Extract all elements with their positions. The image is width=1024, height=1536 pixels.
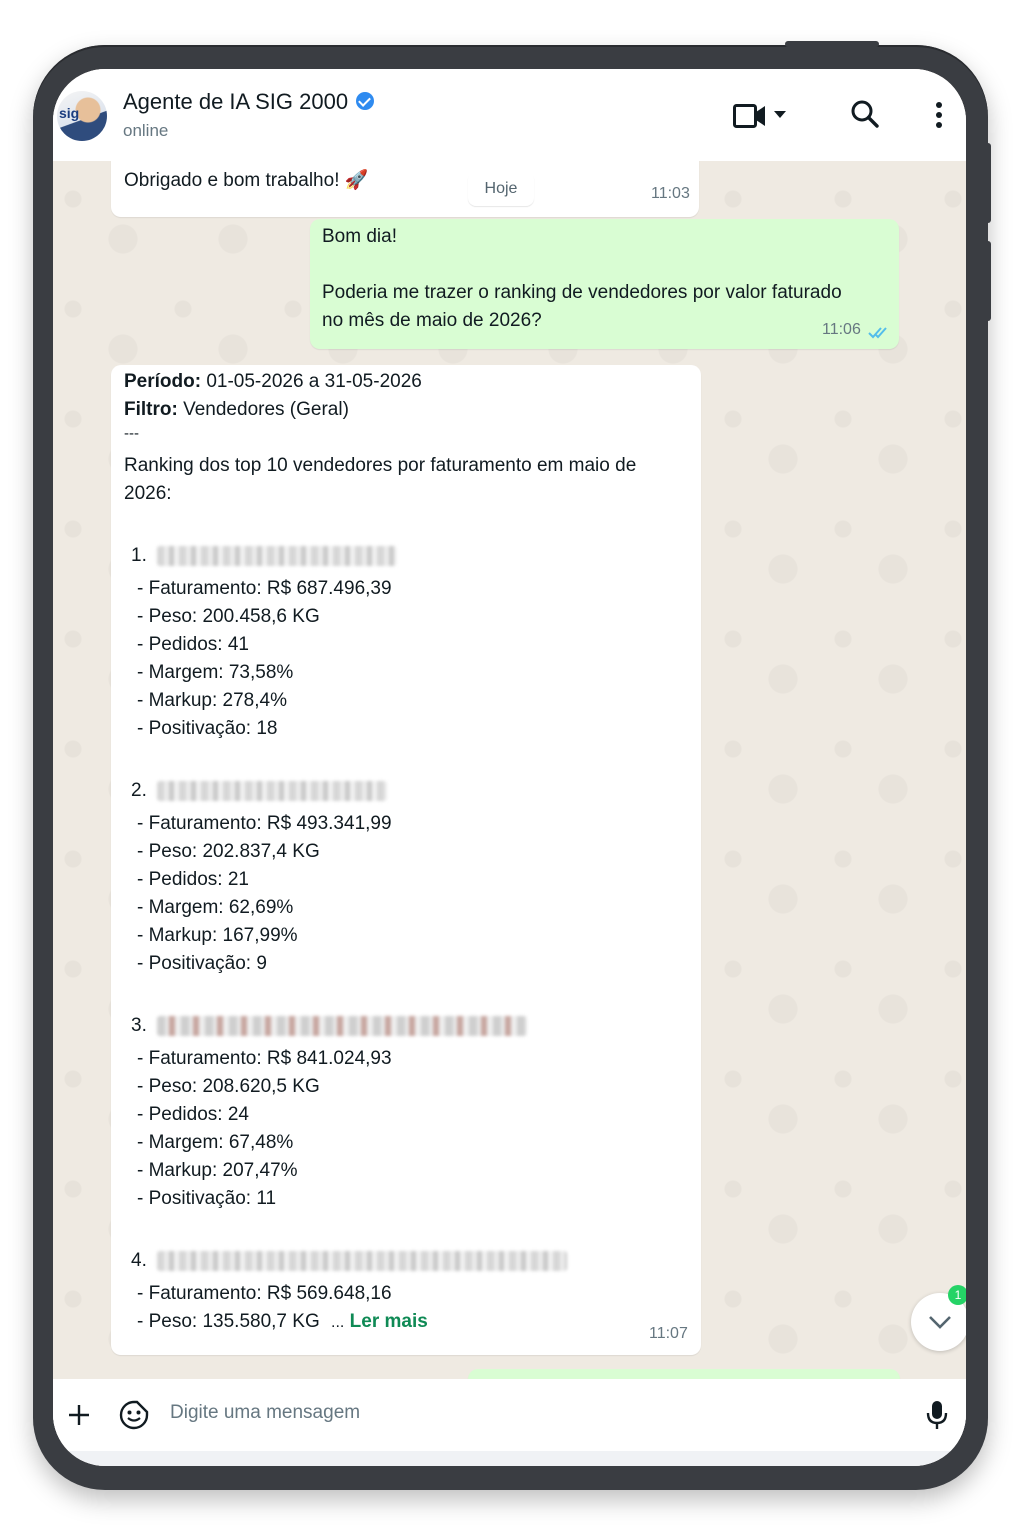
rank-markup: - Markup: 278,4% (137, 690, 287, 711)
period-label: Período: (124, 371, 202, 392)
redacted-seller-name (157, 1251, 567, 1271)
rank-label: 2. (131, 780, 147, 801)
rank-number (131, 780, 387, 802)
message-time: 11:07 (649, 1325, 688, 1342)
intro-line: 2026: (124, 483, 172, 504)
composer-bar (53, 1379, 966, 1451)
rank-label: 1. (131, 545, 147, 566)
rank-pedidos: - Pedidos: 21 (137, 869, 249, 890)
message-line: Poderia me trazer o ranking de vendedores por valor faturado (322, 282, 842, 303)
rank-positivacao: - Positivação: 18 (137, 718, 278, 739)
ellipsis: ... (331, 1314, 345, 1331)
rank-positivacao: - Positivação: 11 (137, 1188, 277, 1209)
volume-down-button (985, 241, 991, 321)
rank-number (131, 1015, 527, 1037)
plus-icon[interactable] (67, 1403, 91, 1427)
avatar-logo: sig (59, 105, 80, 121)
rank-margem: - Margem: 67,48% (137, 1132, 294, 1153)
rank-peso-with-more (137, 1311, 428, 1333)
rank-peso: - Peso: 208.620,5 KG (137, 1076, 320, 1097)
redacted-seller-name (157, 546, 397, 566)
chevron-down-icon (928, 1314, 952, 1330)
volume-up-button (985, 143, 991, 223)
message-input[interactable]: Digite uma mensagem (170, 1402, 361, 1423)
tablet-frame (33, 45, 988, 1490)
rank-label: 3. (131, 1015, 147, 1036)
microphone-icon[interactable] (926, 1399, 948, 1431)
chat-header (53, 69, 966, 161)
rank-label: 4. (131, 1250, 147, 1271)
message-line: no mês de maio de 2026? (322, 310, 542, 331)
message-text: Obrigado e bom trabalho! 🚀 (124, 170, 369, 191)
message-outgoing[interactable] (310, 219, 899, 349)
intro-line: Ranking dos top 10 vendedores por faturamento em maio de (124, 455, 637, 476)
more-options-icon[interactable] (935, 101, 943, 129)
filter-label: Filtro: (124, 399, 178, 420)
filter-line (124, 399, 349, 421)
rank-peso: - Peso: 202.837,4 KG (137, 841, 320, 862)
redacted-seller-name (157, 781, 387, 801)
rank-faturamento: - Faturamento: R$ 493.341,99 (137, 813, 392, 834)
power-button (785, 41, 879, 47)
rank-markup: - Markup: 207,47% (137, 1160, 298, 1181)
verified-badge-icon (356, 92, 374, 110)
rank-pedidos: - Pedidos: 41 (137, 634, 249, 655)
search-icon[interactable] (850, 99, 880, 129)
date-chip: Hoje (468, 172, 534, 206)
separator: --- (124, 425, 139, 442)
message-time: 11:03 (651, 185, 690, 202)
message-incoming-ranking[interactable] (111, 365, 701, 1355)
rank-number (131, 545, 397, 567)
contact-status: online (123, 121, 169, 140)
rank-peso: - Peso: 135.580,7 KG (137, 1311, 320, 1332)
message-composer (53, 1379, 966, 1466)
rank-margem: - Margem: 62,69% (137, 897, 294, 918)
rank-markup: - Markup: 167,99% (137, 925, 298, 946)
rank-number (131, 1250, 567, 1272)
chevron-down-icon[interactable] (773, 110, 787, 120)
message-time: 11:06 (822, 321, 861, 338)
redacted-seller-name (157, 1016, 527, 1036)
rank-faturamento: - Faturamento: R$ 569.648,16 (137, 1283, 392, 1304)
read-more-link[interactable]: Ler mais (349, 1311, 428, 1332)
filter-value: Vendedores (Geral) (177, 399, 349, 420)
period-line (124, 371, 422, 393)
sticker-icon[interactable] (119, 1400, 149, 1430)
rank-pedidos: - Pedidos: 24 (137, 1104, 249, 1125)
rank-positivacao: - Positivação: 9 (137, 953, 267, 974)
contact-avatar[interactable] (57, 91, 107, 141)
period-value: 01-05-2026 a 31-05-2026 (201, 371, 422, 392)
rank-faturamento: - Faturamento: R$ 687.496,39 (137, 578, 392, 599)
rank-peso: - Peso: 200.458,6 KG (137, 606, 320, 627)
chat-screen (53, 69, 966, 1466)
contact-name-text: Agente de IA SIG 2000 (123, 89, 349, 114)
rank-margem: - Margem: 73,58% (137, 662, 294, 683)
message-line: Bom dia! (322, 226, 397, 247)
unread-count-badge: 1 (948, 1285, 966, 1305)
rank-faturamento: - Faturamento: R$ 841.024,93 (137, 1048, 392, 1069)
video-call-icon[interactable] (733, 103, 767, 129)
read-ticks-icon (868, 327, 890, 339)
contact-name[interactable] (123, 89, 374, 115)
